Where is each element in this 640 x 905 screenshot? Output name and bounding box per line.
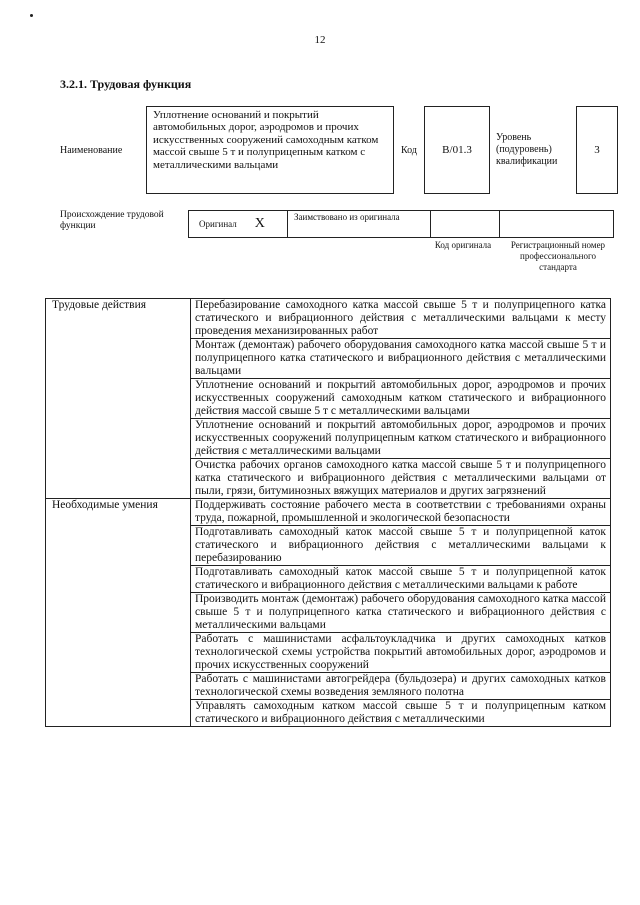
level-value: 3: [576, 106, 618, 194]
level-label: Уровень (подуровень) квалификации: [496, 132, 558, 167]
skill-item: Управлять самоходным катком массой свыше 5 т и полуприцепным катком статического и вибрационного действия с металлическими: [191, 700, 611, 727]
skill-item: Поддерживать состояние рабочего места в соответствии с требованиями охраны труда, пожарной, промышленной и экологической безопасности: [191, 499, 611, 526]
code-value: B/01.3: [424, 106, 490, 194]
original-code-cell: [430, 210, 500, 238]
origin-row: [188, 210, 614, 238]
registration-cell: [499, 210, 614, 238]
skill-item: Работать с машинистами автогрейдера (бульдозера) и других самоходных катков технологической схемы возведения земляного полотна: [191, 673, 611, 700]
function-table: [45, 298, 611, 727]
original-label: Оригинал: [199, 219, 237, 229]
table-row: [46, 299, 611, 339]
labor-action-item: Уплотнение оснований и покрытий автомобильных дорог, аэродромов и прочих искусственных сооружений полуприцепным катком статического и вибрационного действия с металлическими вальцами: [191, 419, 611, 459]
origin-label: Происхождение трудовой функции: [60, 210, 164, 231]
skill-item: Подготавливать самоходный каток массой свыше 5 т и полуприцепной каток статического и вибрационного действия с металлическими вальцами к перебазированию: [191, 526, 611, 566]
scan-mark: [30, 14, 33, 17]
code-label: Код: [401, 145, 417, 156]
skill-item: Производить монтаж (демонтаж) рабочего оборудования самоходного катка массой свыше 5 т и полуприцепного катка статического и вибрационного действия с металлическими вальцами: [191, 593, 611, 633]
registration-caption: Регистрационный номер профессионального стандарта: [510, 240, 606, 272]
original-mark: X: [254, 216, 265, 231]
labor-action-item: Уплотнение оснований и покрытий автомобильных дорог, аэродромов и прочих искусственных сооружений самоходным катком статического и вибрационного действия массой свыше 5 т с металлическими вальцами: [191, 379, 611, 419]
labor-action-item: Монтаж (демонтаж) рабочего оборудования самоходного катка массой свыше 5 т и полуприцепного катка статического и вибрационного действия с металлическими вальцами: [191, 339, 611, 379]
section-title: 3.2.1. Трудовая функция: [60, 77, 192, 91]
labor-action-item: Перебазирование самоходного катка массой свыше 5 т и полуприцепного катка статического и вибрационного действия с металлическими вальцами к месту проведения механизированных работ: [191, 299, 611, 339]
skill-item: Подготавливать самоходный каток массой свыше 5 т и полуприцепной каток статического и вибрационного действия с металлическими вальцами к работе: [191, 566, 611, 593]
function-name-box: Уплотнение оснований и покрытий автомобильных дорог, аэродромов и прочих искусственных сооружений самоходным катком массой свыше 5 т и полуприцепным катком с металлическими вальцами: [146, 106, 394, 194]
labor-actions-header: Трудовые действия: [46, 299, 191, 499]
table-row: [46, 499, 611, 526]
original-cell: [188, 210, 288, 238]
skills-header: Необходимые умения: [46, 499, 191, 727]
skill-item: Работать с машинистами асфальтоукладчика и других самоходных катков технологической схемы устройства покрытий автомобильных дорог, аэродромов и прочих искусственных сооружений: [191, 633, 611, 673]
borrowed-cell: Заимствовано из оригинала: [287, 210, 431, 238]
labor-action-item: Очистка рабочих органов самоходного катка массой свыше 5 т и полуприцепного катка статического и вибрационного действия с металлическими вальцами от пыли, грязи, битуминозных вяжущих материалов и других загрязнений: [191, 459, 611, 499]
code-caption: Код оригинала: [434, 240, 492, 250]
name-label: Наименование: [60, 145, 123, 156]
page-number: 12: [314, 34, 326, 46]
